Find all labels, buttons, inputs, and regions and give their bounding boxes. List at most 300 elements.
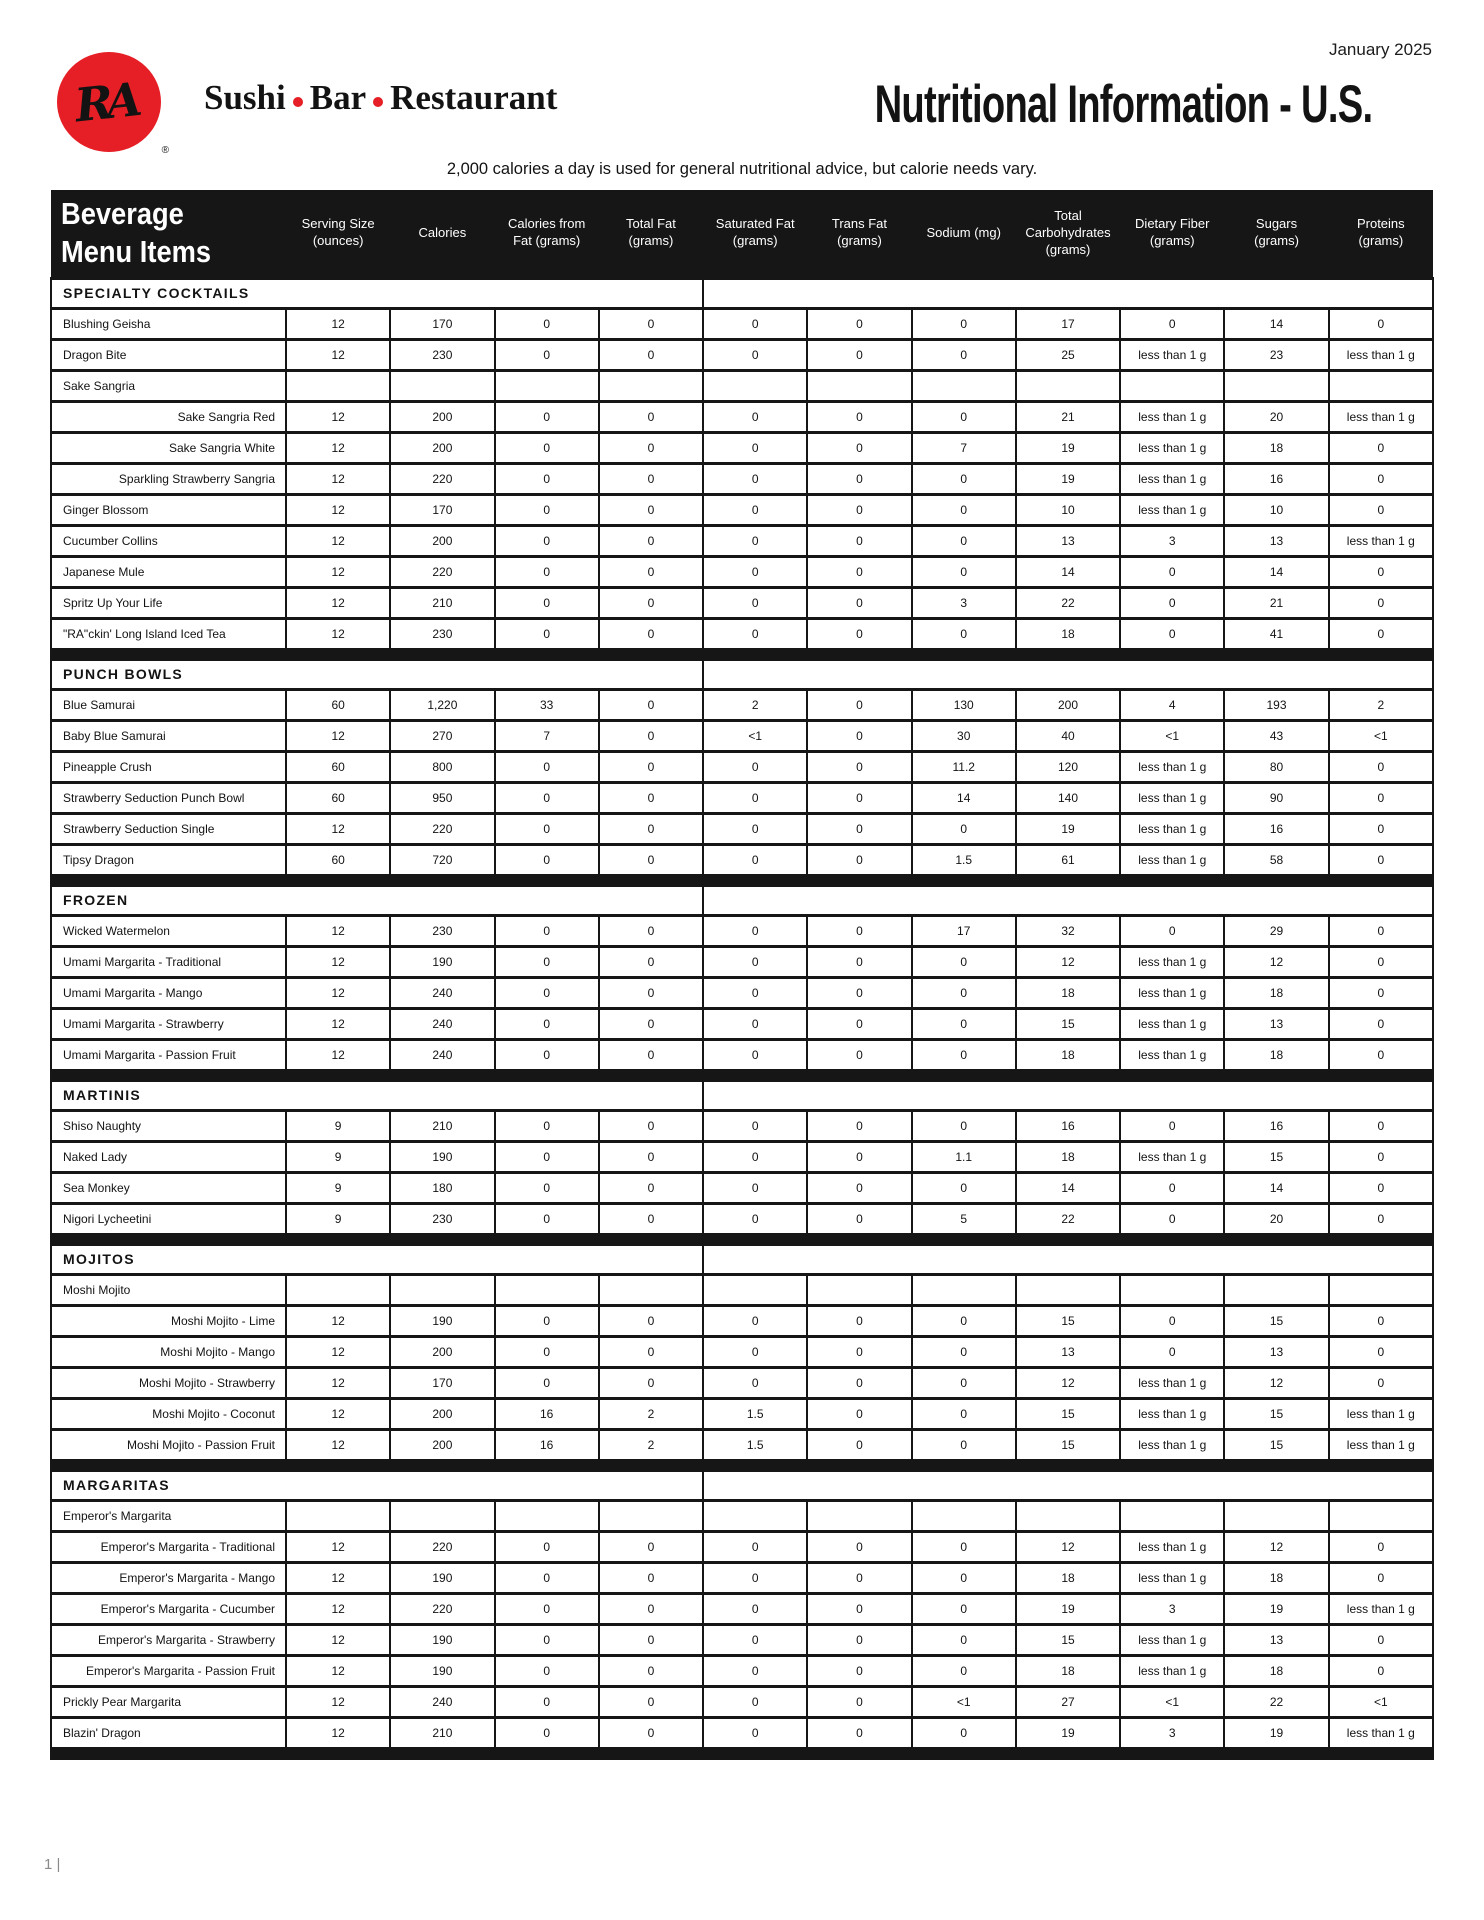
- value-cell: 0: [1329, 432, 1433, 463]
- value-cell: 12: [286, 1686, 390, 1717]
- table-title: [51, 190, 286, 278]
- value-cell: less than 1 g: [1329, 1593, 1433, 1624]
- column-header: Trans Fat (grams): [807, 190, 911, 278]
- column-header: Calories: [390, 190, 494, 278]
- value-cell: 12: [286, 1624, 390, 1655]
- value-cell: 170: [390, 494, 494, 525]
- value-cell: 220: [390, 1531, 494, 1562]
- value-cell: 18: [1016, 1655, 1120, 1686]
- value-cell: 0: [1329, 1305, 1433, 1336]
- value-cell: 0: [912, 401, 1016, 432]
- value-cell: less than 1 g: [1120, 463, 1224, 494]
- value-cell: 0: [495, 1593, 599, 1624]
- item-name: Ginger Blossom: [51, 494, 286, 525]
- value-cell: 0: [599, 1203, 703, 1234]
- brand-logo: [57, 52, 169, 156]
- value-cell: 0: [1329, 1039, 1433, 1070]
- value-cell: 12: [286, 1367, 390, 1398]
- value-cell: 60: [286, 844, 390, 875]
- value-cell: 19: [1016, 1717, 1120, 1748]
- value-cell: 58: [1224, 844, 1328, 875]
- value-cell: 14: [912, 782, 1016, 813]
- value-cell: 0: [703, 1203, 807, 1234]
- value-cell: 1.5: [912, 844, 1016, 875]
- value-cell: [912, 1500, 1016, 1531]
- value-cell: 0: [912, 813, 1016, 844]
- value-cell: [599, 1274, 703, 1305]
- value-cell: 0: [807, 494, 911, 525]
- value-cell: 0: [703, 1141, 807, 1172]
- value-cell: 240: [390, 977, 494, 1008]
- value-cell: 7: [495, 720, 599, 751]
- value-cell: 0: [912, 946, 1016, 977]
- value-cell: [1329, 1500, 1433, 1531]
- item-name: Moshi Mojito - Passion Fruit: [51, 1429, 286, 1460]
- table-row: [51, 946, 1433, 977]
- value-cell: 0: [495, 1531, 599, 1562]
- value-cell: 0: [703, 751, 807, 782]
- value-cell: 0: [912, 339, 1016, 370]
- section-header-spacer: [703, 885, 1433, 915]
- value-cell: 0: [703, 463, 807, 494]
- value-cell: 230: [390, 1203, 494, 1234]
- value-cell: 0: [1329, 844, 1433, 875]
- value-cell: 0: [495, 1110, 599, 1141]
- value-cell: 43: [1224, 720, 1328, 751]
- value-cell: 0: [495, 463, 599, 494]
- value-cell: 240: [390, 1686, 494, 1717]
- value-cell: 12: [286, 1305, 390, 1336]
- value-cell: 190: [390, 1141, 494, 1172]
- value-cell: 1.5: [703, 1398, 807, 1429]
- value-cell: 12: [286, 556, 390, 587]
- red-dot-icon: [293, 97, 303, 107]
- value-cell: 12: [286, 1398, 390, 1429]
- value-cell: 0: [912, 494, 1016, 525]
- value-cell: 18: [1224, 432, 1328, 463]
- value-cell: 0: [1329, 587, 1433, 618]
- value-cell: 0: [1329, 1172, 1433, 1203]
- value-cell: <1: [1120, 720, 1224, 751]
- value-cell: less than 1 g: [1120, 1655, 1224, 1686]
- value-cell: 0: [807, 1398, 911, 1429]
- value-cell: 19: [1016, 463, 1120, 494]
- section-separator-bar: [51, 1234, 1433, 1244]
- value-cell: less than 1 g: [1120, 1141, 1224, 1172]
- value-cell: 4: [1120, 689, 1224, 720]
- item-name: Shiso Naughty: [51, 1110, 286, 1141]
- item-name: Blazin' Dragon: [51, 1717, 286, 1748]
- value-cell: 0: [912, 1655, 1016, 1686]
- value-cell: <1: [703, 720, 807, 751]
- value-cell: 0: [912, 1039, 1016, 1070]
- value-cell: 12: [286, 401, 390, 432]
- nutrition-table: [50, 190, 1434, 1760]
- table-title-text: Beverage Menu Items: [61, 195, 212, 270]
- value-cell: 12: [286, 463, 390, 494]
- column-header: Total Fat (grams): [599, 190, 703, 278]
- section-separator-bar: [51, 1748, 1433, 1758]
- value-cell: 0: [703, 1655, 807, 1686]
- value-cell: 0: [807, 401, 911, 432]
- value-cell: [1016, 1500, 1120, 1531]
- value-cell: 0: [703, 525, 807, 556]
- value-cell: 15: [1224, 1429, 1328, 1460]
- section-separator-bar: [51, 875, 1433, 885]
- table-header-row: [51, 190, 1433, 278]
- value-cell: 0: [807, 1367, 911, 1398]
- value-cell: 0: [599, 1593, 703, 1624]
- value-cell: less than 1 g: [1120, 782, 1224, 813]
- value-cell: [703, 370, 807, 401]
- table-row: [51, 915, 1433, 946]
- value-cell: 220: [390, 463, 494, 494]
- value-cell: [495, 1500, 599, 1531]
- section-separator: [51, 875, 1433, 885]
- value-cell: 0: [599, 689, 703, 720]
- value-cell: 0: [807, 977, 911, 1008]
- value-cell: 18: [1224, 1039, 1328, 1070]
- value-cell: 18: [1016, 977, 1120, 1008]
- value-cell: 1.5: [703, 1429, 807, 1460]
- value-cell: 190: [390, 1305, 494, 1336]
- value-cell: 210: [390, 587, 494, 618]
- value-cell: 0: [495, 1686, 599, 1717]
- value-cell: 0: [599, 401, 703, 432]
- value-cell: 12: [286, 494, 390, 525]
- value-cell: 0: [912, 977, 1016, 1008]
- table-row: [51, 1398, 1433, 1429]
- value-cell: 15: [1016, 1008, 1120, 1039]
- value-cell: less than 1 g: [1120, 432, 1224, 463]
- table-row: [51, 587, 1433, 618]
- value-cell: 0: [703, 1008, 807, 1039]
- value-cell: 2: [1329, 689, 1433, 720]
- section-title: FROZEN: [51, 885, 703, 915]
- value-cell: 20: [1224, 401, 1328, 432]
- value-cell: 0: [912, 1398, 1016, 1429]
- value-cell: 0: [703, 1172, 807, 1203]
- value-cell: [1120, 1500, 1224, 1531]
- value-cell: 18: [1016, 1141, 1120, 1172]
- item-name: Moshi Mojito - Strawberry: [51, 1367, 286, 1398]
- value-cell: 0: [807, 556, 911, 587]
- value-cell: 0: [599, 1039, 703, 1070]
- value-cell: 0: [495, 751, 599, 782]
- value-cell: 30: [912, 720, 1016, 751]
- item-name: Strawberry Seduction Single: [51, 813, 286, 844]
- brand-name: [204, 78, 557, 118]
- value-cell: 0: [807, 1429, 911, 1460]
- value-cell: 0: [807, 525, 911, 556]
- page-title: Nutritional Information - U.S.: [874, 75, 1372, 134]
- table-row: [51, 977, 1433, 1008]
- value-cell: 240: [390, 1039, 494, 1070]
- value-cell: 14: [1224, 308, 1328, 339]
- item-name: Emperor's Margarita - Mango: [51, 1562, 286, 1593]
- value-cell: 0: [703, 1305, 807, 1336]
- value-cell: less than 1 g: [1120, 1039, 1224, 1070]
- table-row: [51, 401, 1433, 432]
- value-cell: [1224, 370, 1328, 401]
- value-cell: 12: [286, 1717, 390, 1748]
- page-number: 1 |: [44, 1856, 61, 1873]
- value-cell: 32: [1016, 915, 1120, 946]
- value-cell: 33: [495, 689, 599, 720]
- value-cell: 90: [1224, 782, 1328, 813]
- value-cell: 0: [495, 782, 599, 813]
- value-cell: 12: [286, 1562, 390, 1593]
- item-name: Emperor's Margarita - Traditional: [51, 1531, 286, 1562]
- value-cell: 0: [599, 308, 703, 339]
- registered-trademark-icon: ®: [161, 145, 169, 156]
- value-cell: [807, 1274, 911, 1305]
- value-cell: 0: [807, 1686, 911, 1717]
- table-row: [51, 1593, 1433, 1624]
- table-row: [51, 463, 1433, 494]
- value-cell: 13: [1224, 525, 1328, 556]
- table-row: [51, 1110, 1433, 1141]
- ra-logo-icon: [57, 52, 161, 152]
- value-cell: 0: [912, 1429, 1016, 1460]
- item-name: Japanese Mule: [51, 556, 286, 587]
- value-cell: 0: [1120, 915, 1224, 946]
- table-row: [51, 370, 1433, 401]
- value-cell: 0: [807, 587, 911, 618]
- value-cell: 80: [1224, 751, 1328, 782]
- value-cell: 0: [599, 1717, 703, 1748]
- value-cell: 0: [599, 915, 703, 946]
- value-cell: less than 1 g: [1120, 751, 1224, 782]
- value-cell: 0: [912, 463, 1016, 494]
- section-separator: [51, 1234, 1433, 1244]
- value-cell: 200: [390, 401, 494, 432]
- value-cell: 0: [807, 463, 911, 494]
- value-cell: 0: [912, 308, 1016, 339]
- item-name: Blue Samurai: [51, 689, 286, 720]
- value-cell: 0: [1120, 1305, 1224, 1336]
- value-cell: 12: [1224, 946, 1328, 977]
- column-header: Saturated Fat (grams): [703, 190, 807, 278]
- value-cell: 0: [495, 1305, 599, 1336]
- value-cell: 3: [1120, 1593, 1224, 1624]
- value-cell: 0: [495, 1624, 599, 1655]
- value-cell: 12: [286, 1429, 390, 1460]
- calorie-disclaimer: 2,000 calories a day is used for general nutritional advice, but calorie needs vary.: [446, 160, 1038, 178]
- value-cell: 0: [495, 494, 599, 525]
- value-cell: [390, 1274, 494, 1305]
- section-title: MARTINIS: [51, 1080, 703, 1110]
- section-header-row: [51, 278, 1433, 308]
- value-cell: 0: [495, 1039, 599, 1070]
- item-name: Pineapple Crush: [51, 751, 286, 782]
- value-cell: 0: [599, 1655, 703, 1686]
- value-cell: 13: [1224, 1624, 1328, 1655]
- value-cell: [1224, 1500, 1328, 1531]
- item-name: Naked Lady: [51, 1141, 286, 1172]
- value-cell: 1,220: [390, 689, 494, 720]
- value-cell: less than 1 g: [1329, 1717, 1433, 1748]
- value-cell: 0: [495, 977, 599, 1008]
- value-cell: 0: [599, 1110, 703, 1141]
- section-header-row: [51, 1470, 1433, 1500]
- nutrition-table-wrap: [50, 190, 1434, 1760]
- table-row: [51, 1172, 1433, 1203]
- value-cell: 0: [495, 587, 599, 618]
- value-cell: less than 1 g: [1329, 339, 1433, 370]
- section-title: MARGARITAS: [51, 1470, 703, 1500]
- section-separator: [51, 649, 1433, 659]
- value-cell: 230: [390, 618, 494, 649]
- table-row: [51, 720, 1433, 751]
- value-cell: 16: [1016, 1110, 1120, 1141]
- column-header: Sodium (mg): [912, 190, 1016, 278]
- value-cell: 5: [912, 1203, 1016, 1234]
- value-cell: 0: [599, 782, 703, 813]
- value-cell: less than 1 g: [1120, 813, 1224, 844]
- item-name: Umami Margarita - Passion Fruit: [51, 1039, 286, 1070]
- value-cell: 0: [599, 1562, 703, 1593]
- value-cell: 9: [286, 1141, 390, 1172]
- value-cell: 0: [807, 1717, 911, 1748]
- section-separator: [51, 1070, 1433, 1080]
- value-cell: 0: [703, 1336, 807, 1367]
- value-cell: 12: [1016, 1531, 1120, 1562]
- value-cell: 0: [807, 1141, 911, 1172]
- section-separator-bar: [51, 649, 1433, 659]
- value-cell: 0: [1329, 946, 1433, 977]
- value-cell: 0: [703, 844, 807, 875]
- value-cell: 0: [912, 1562, 1016, 1593]
- value-cell: 170: [390, 1367, 494, 1398]
- value-cell: 220: [390, 556, 494, 587]
- value-cell: 0: [1120, 618, 1224, 649]
- value-cell: 2: [599, 1398, 703, 1429]
- brand-word-sushi: Sushi: [204, 78, 286, 117]
- value-cell: 16: [495, 1429, 599, 1460]
- value-cell: 14: [1016, 556, 1120, 587]
- section-separator: [51, 1460, 1433, 1470]
- value-cell: 14: [1016, 1172, 1120, 1203]
- value-cell: 19: [1016, 432, 1120, 463]
- value-cell: [286, 370, 390, 401]
- item-name: Moshi Mojito - Mango: [51, 1336, 286, 1367]
- value-cell: 200: [390, 525, 494, 556]
- section-header-row: [51, 659, 1433, 689]
- value-cell: 12: [286, 946, 390, 977]
- item-name: Sake Sangria Red: [51, 401, 286, 432]
- value-cell: 12: [286, 720, 390, 751]
- value-cell: 12: [286, 339, 390, 370]
- value-cell: less than 1 g: [1120, 946, 1224, 977]
- value-cell: 14: [1224, 556, 1328, 587]
- value-cell: 0: [807, 1593, 911, 1624]
- value-cell: less than 1 g: [1120, 401, 1224, 432]
- value-cell: 0: [703, 1039, 807, 1070]
- item-name: Prickly Pear Margarita: [51, 1686, 286, 1717]
- value-cell: 140: [1016, 782, 1120, 813]
- value-cell: 12: [286, 618, 390, 649]
- item-name: Tipsy Dragon: [51, 844, 286, 875]
- value-cell: 0: [912, 1717, 1016, 1748]
- value-cell: 0: [807, 308, 911, 339]
- value-cell: 0: [703, 813, 807, 844]
- value-cell: 240: [390, 1008, 494, 1039]
- value-cell: 0: [1329, 463, 1433, 494]
- value-cell: 0: [807, 1531, 911, 1562]
- value-cell: 19: [1016, 813, 1120, 844]
- value-cell: 180: [390, 1172, 494, 1203]
- value-cell: 20: [1224, 1203, 1328, 1234]
- value-cell: 0: [1329, 782, 1433, 813]
- value-cell: 0: [599, 1624, 703, 1655]
- value-cell: 0: [495, 1367, 599, 1398]
- value-cell: 0: [912, 1624, 1016, 1655]
- value-cell: 15: [1016, 1398, 1120, 1429]
- value-cell: 0: [807, 751, 911, 782]
- value-cell: [1329, 370, 1433, 401]
- value-cell: 12: [286, 1531, 390, 1562]
- value-cell: 0: [807, 915, 911, 946]
- item-name: Cucumber Collins: [51, 525, 286, 556]
- value-cell: 0: [1120, 1336, 1224, 1367]
- value-cell: <1: [1329, 1686, 1433, 1717]
- item-name: Moshi Mojito - Lime: [51, 1305, 286, 1336]
- table-row: [51, 1562, 1433, 1593]
- value-cell: 18: [1224, 1655, 1328, 1686]
- value-cell: 0: [807, 1655, 911, 1686]
- value-cell: 0: [703, 1624, 807, 1655]
- value-cell: 0: [1329, 1655, 1433, 1686]
- value-cell: 0: [703, 1110, 807, 1141]
- value-cell: 0: [495, 1717, 599, 1748]
- value-cell: 0: [599, 494, 703, 525]
- value-cell: 0: [599, 1008, 703, 1039]
- value-cell: less than 1 g: [1120, 1008, 1224, 1039]
- value-cell: 12: [286, 1039, 390, 1070]
- value-cell: 22: [1016, 1203, 1120, 1234]
- value-cell: 220: [390, 1593, 494, 1624]
- value-cell: 12: [286, 525, 390, 556]
- value-cell: 0: [599, 751, 703, 782]
- value-cell: 0: [1329, 308, 1433, 339]
- value-cell: 13: [1224, 1336, 1328, 1367]
- value-cell: 12: [1016, 946, 1120, 977]
- value-cell: 18: [1016, 1562, 1120, 1593]
- table-row: [51, 1203, 1433, 1234]
- value-cell: 220: [390, 813, 494, 844]
- value-cell: [390, 370, 494, 401]
- value-cell: 800: [390, 751, 494, 782]
- value-cell: 0: [495, 556, 599, 587]
- value-cell: 18: [1224, 977, 1328, 1008]
- value-cell: 0: [1329, 1367, 1433, 1398]
- table-row: [51, 1141, 1433, 1172]
- value-cell: 190: [390, 1624, 494, 1655]
- value-cell: 0: [495, 1203, 599, 1234]
- value-cell: 0: [807, 813, 911, 844]
- value-cell: 0: [912, 618, 1016, 649]
- value-cell: 0: [807, 1008, 911, 1039]
- value-cell: less than 1 g: [1329, 1429, 1433, 1460]
- table-row: [51, 751, 1433, 782]
- value-cell: 0: [1329, 1562, 1433, 1593]
- value-cell: 0: [703, 432, 807, 463]
- column-header: Calories from Fat (grams): [495, 190, 599, 278]
- value-cell: 0: [1329, 751, 1433, 782]
- table-row: [51, 1655, 1433, 1686]
- value-cell: 0: [599, 432, 703, 463]
